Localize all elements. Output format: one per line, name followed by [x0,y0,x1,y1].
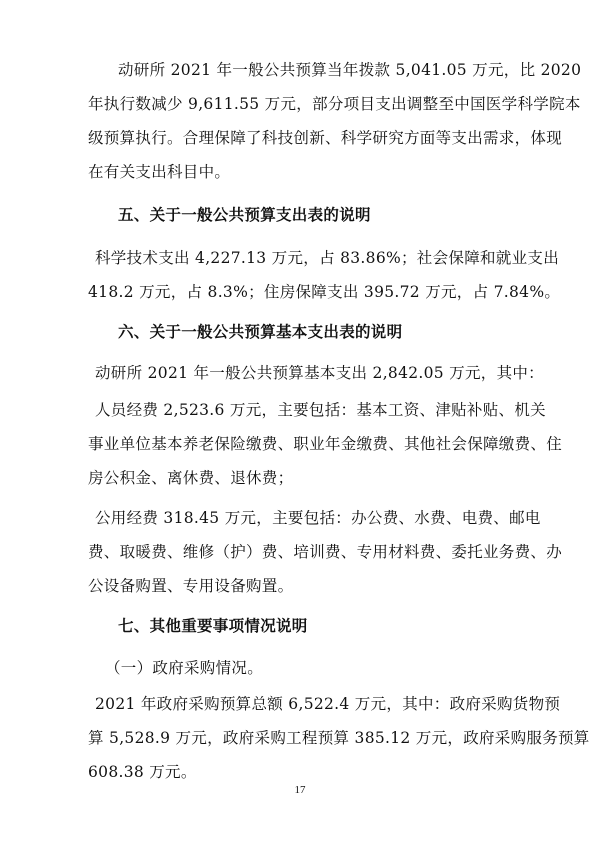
paragraph-line: 级预算执行。合理保障了科技创新、科学研究方面等支出需求，体现 [88,129,563,147]
paragraph-line: 年执行数减少 9,611.55 万元，部分项目支出调整至中国医学科学院本 [88,95,581,113]
paragraph-line: 2021 年政府采购预算总额 6,522.4 万元，其中：政府采购货物预 [95,695,561,713]
paragraph-line: 在有关支出科目中。 [88,163,231,181]
paragraph-line: 418.2 万元，占 8.3%；住房保障支出 395.72 万元，占 7.84%。 [88,283,561,301]
paragraph-line: 人员经费 2,523.6 万元，主要包括：基本工资、津贴补贴、机关 [95,401,546,419]
section-heading: 六、关于一般公共预算基本支出表的说明 [118,323,403,341]
paragraph-line: 公用经费 318.45 万元，主要包括：办公费、水费、电费、邮电 [95,509,541,527]
subsection-heading: （一）政府采购情况。 [105,659,264,677]
section-heading: 七、其他重要事项情况说明 [118,617,308,635]
page-number: 17 [294,784,306,796]
paragraph-line: 科学技术支出 4,227.13 万元，占 83.86%；社会保障和就业支出 [95,249,560,267]
section-heading: 五、关于一般公共预算支出表的说明 [118,206,371,224]
paragraph-line: 动研所 2021 年一般公共预算基本支出 2,842.05 万元，其中： [95,364,544,382]
paragraph-line: 房公积金、离休费、退休费； [88,469,294,487]
paragraph-line: 动研所 2021 年一般公共预算当年拨款 5,041.05 万元，比 2020 [118,61,582,79]
paragraph-line: 事业单位基本养老保险缴费、职业年金缴费、其他社会保障缴费、住 [88,435,563,453]
paragraph-line: 公设备购置、专用设备购置。 [88,577,294,595]
paragraph-line: 算 5,528.9 万元，政府采购工程预算 385.12 万元，政府采购服务预算 [88,729,590,747]
paragraph-line: 费、取暖费、维修（护）费、培训费、专用材料费、委托业务费、办 [88,543,563,561]
paragraph-line: 608.38 万元。 [88,763,197,781]
